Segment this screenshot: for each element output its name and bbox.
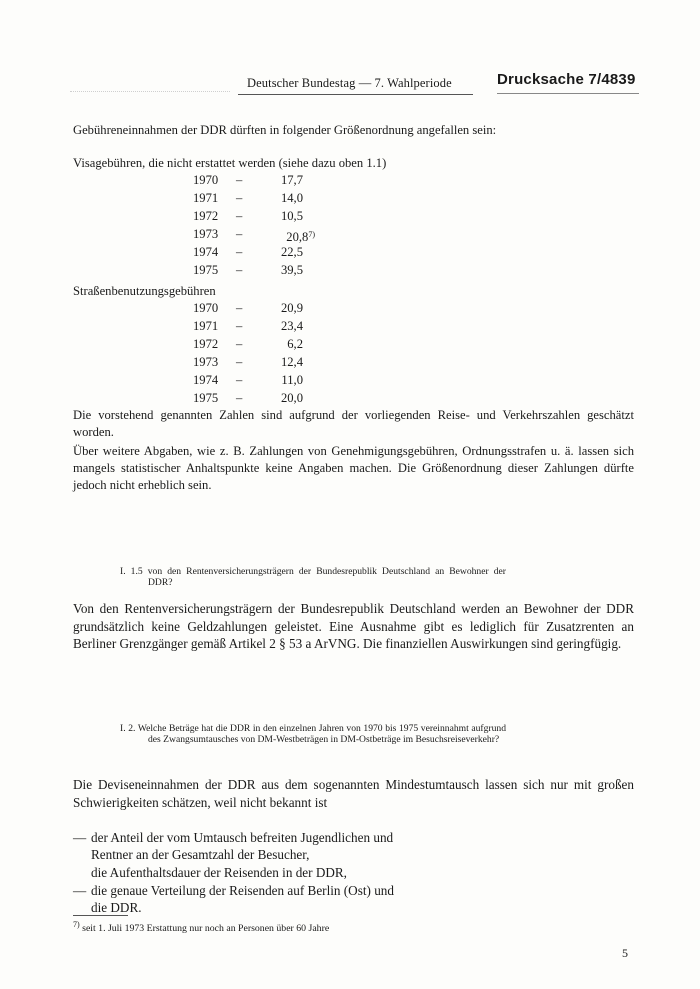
value-cell: 22,5 [280,245,303,259]
value-cell: 23,4 [280,319,303,333]
value-cell: 17,7 [280,173,303,187]
table-row [193,336,303,353]
other-fees-paragraph: Über weitere Abgaben, wie z. B. Zahlungen von Genehmigungsgebühren, Ordnungsstrafen u. ä. lassen sich mangels statistischer Anhaltspunkte keine Angaben machen. Die Größenordnung dieser Zahlungen dürfte jedoch nicht erheblich sein. [73,444,634,493]
dash-cell: – [236,337,243,351]
dash-cell: – [236,373,243,387]
dash-cell: – [236,391,243,405]
dash-cell: – [236,319,243,333]
year-cell: 1970 [193,301,219,315]
dash-cell: – [236,301,243,315]
intro-paragraph: Gebühreneinnahmen der DDR dürften in folgender Größenordnung angefallen sein: [73,123,497,137]
list-item-text: die DDR. [91,900,142,915]
list-item-text: die Aufenthaltsdauer der Reisenden in der DDR, [91,865,347,880]
question-text: I. 1.5 von den Rentenversicherungsträgern der Bundesrepublik Deutschland an Bewohner der DDR? [120,566,506,589]
value-text: 20,8 [286,230,309,244]
year-cell: 1970 [193,173,219,187]
year-cell: 1973 [193,227,219,241]
list-item-text: die genaue Verteilung der Reisenden auf Berlin (Ost) und [91,883,394,898]
header-dotted-rule [70,91,230,92]
dash-cell: – [236,173,243,187]
question-1-5 [120,566,506,588]
footnote-mark: 7) [73,920,80,929]
dash-cell: – [236,263,243,277]
bullet-dash: — [73,883,87,898]
table-row [193,262,303,279]
year-cell: 1974 [193,373,219,387]
answer-1-5-paragraph: Von den Rentenversicherungsträgern der Bundesrepublik Deutschland werden an Bewohner der DDR grundsätzlich keine Geldzahlungen geleistet. Eine Ausnahme gibt es lediglich für Zusatzrenten an Berliner Grenzgänger gemäß Artikel 2 § 53 a ArVNG. Die finanziellen Auswirkungen sind geringfügig. [73,601,634,652]
year-cell: 1973 [193,355,219,369]
year-cell: 1972 [193,337,219,351]
value-cell [286,226,315,246]
value-cell: 20,0 [280,391,303,405]
dash-cell: – [236,209,243,223]
footnote-text: seit 1. Juli 1973 Erstattung nur noch an Personen über 60 Jahre [82,923,330,934]
footnote [73,920,329,934]
answer-2-intro: Die Deviseneinnahmen der DDR aus dem sogenannten Mindestumtausch lassen sich nur mit großen Schwierigkeiten schätzen, weil nicht bekannt ist [73,777,634,810]
value-cell: 10,5 [280,209,303,223]
table-row [193,372,303,389]
header-rule [238,94,473,95]
document-number: Drucksache 7/4839 [497,71,636,88]
value-cell: 11,0 [281,373,303,387]
year-cell: 1975 [193,263,219,277]
year-cell: 1975 [193,391,219,405]
year-cell: 1971 [193,191,219,205]
value-cell: 12,4 [280,355,303,369]
question-2 [120,723,506,745]
dash-cell: – [236,191,243,205]
list-item-text: der Anteil der vom Umtausch befreiten Jugendlichen und [91,830,394,845]
value-cell: 39,5 [280,263,303,277]
year-cell: 1972 [193,209,219,223]
document-number-rule [497,93,639,94]
table-row [193,172,303,189]
question-text: I. 2. Welche Beträge hat die DDR in den einzelnen Jahren von 1970 bis 1975 vereinnahmt aufgrund des Zwangsumtausches von DM-Westbeträgen in DM-Ostbeträge im Besuchsreiseverkehr? [120,723,506,746]
table-row [193,354,303,371]
visa-heading: Visagebühren, die nicht erstattet werden (siehe dazu oben 1.1) [73,156,387,170]
year-cell: 1971 [193,319,219,333]
table-row [193,318,303,335]
dash-cell: – [236,227,243,241]
value-cell: 6,2 [287,337,303,351]
value-cell: 20,9 [280,301,303,315]
table-row [193,226,315,244]
table-row [193,208,303,225]
list-item-text: Rentner an der Gesamtzahl der Besucher, [91,847,310,862]
table-row [193,244,303,261]
header-title: Deutscher Bundestag — 7. Wahlperiode [247,76,452,90]
footnote-rule [73,915,128,916]
dash-cell: – [236,245,243,259]
bullet-dash: — [73,830,87,845]
table-row [193,300,303,317]
dash-cell: – [236,355,243,369]
page-number: 5 [622,946,628,960]
road-heading: Straßenbenutzungsgebühren [73,284,216,298]
table-row [193,190,303,207]
value-cell: 14,0 [280,191,303,205]
footnote-ref: 7) [308,230,315,239]
year-cell: 1974 [193,245,219,259]
estimate-paragraph: Die vorstehend genannten Zahlen sind aufgrund der vorliegenden Reise- und Verkehrszahlen geschätzt worden. [73,408,634,440]
table-row [193,390,303,407]
